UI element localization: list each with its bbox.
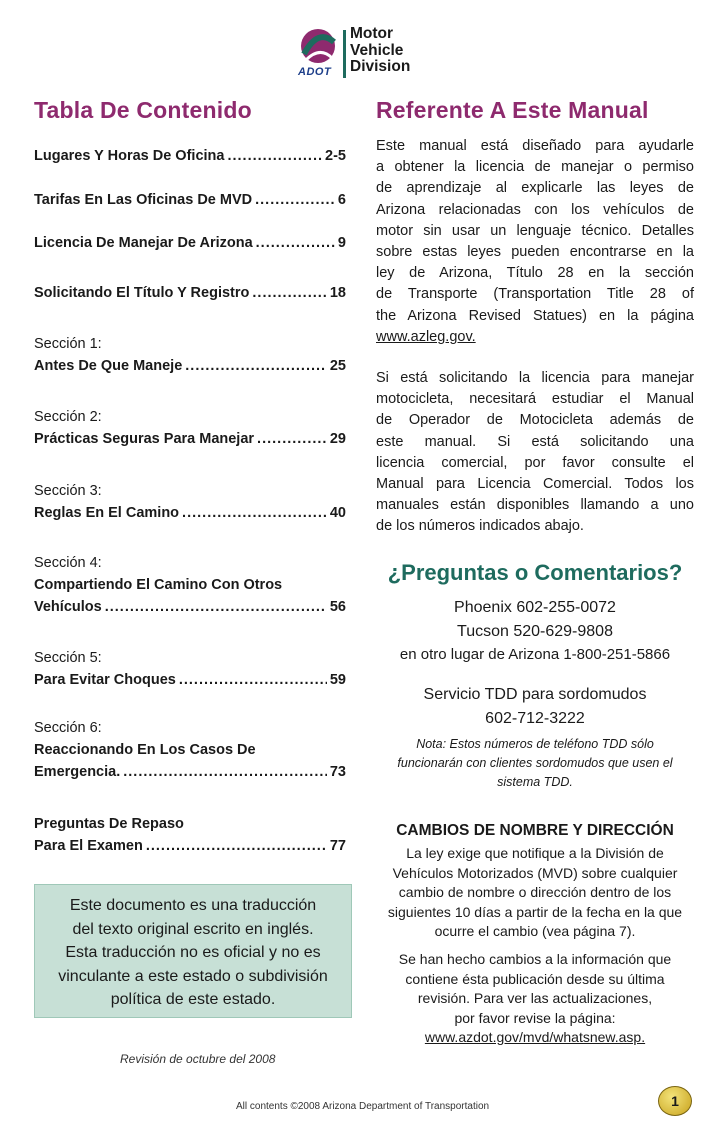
- logo-adot-text: ADOT: [298, 66, 332, 78]
- toc-section-number: Sección 6:: [34, 720, 102, 736]
- toc-section-number: Sección 3:: [34, 483, 102, 499]
- toc-item-label: Lugares Y Horas De Oficina: [34, 148, 225, 164]
- paragraph-line: Este manual está diseñado para ayudarle: [376, 138, 694, 154]
- toc-section-2[interactable]: [34, 409, 346, 453]
- phone-tucson: Tucson 520-629-9808: [457, 623, 613, 640]
- changes-title: CAMBIOS DE NOMBRE Y DIRECCIÓN: [396, 822, 674, 839]
- toc-section-label: Vehículos: [34, 599, 102, 615]
- phone-phoenix: Phoenix 602-255-0072: [454, 599, 616, 616]
- toc-section-page: 25: [329, 358, 346, 374]
- paragraph-line: a obtener la licencia de manejar o permiso: [376, 159, 694, 176]
- paragraph-line: de aprendizaje al explicarle las leyes de: [376, 180, 694, 197]
- changes-line: Vehículos Motorizados (MVD) sobre cualquier: [392, 864, 678, 881]
- toc-section-number: Sección 4:: [34, 555, 102, 571]
- toc-item-label: Licencia De Manejar De Arizona: [34, 235, 253, 251]
- updates-line: contiene ésta publicación desde su última: [405, 970, 665, 987]
- questions-title: ¿Preguntas o Comentarios?: [387, 560, 683, 585]
- updates-line: revisión. Para ver las actualizaciones,: [417, 990, 653, 1006]
- paragraph-line: ley de Arizona, Título 28 en la sección: [376, 265, 694, 282]
- toc-title: Tabla De Contenido: [34, 97, 252, 123]
- toc-item-4[interactable]: [34, 285, 346, 307]
- toc-item-3[interactable]: [34, 235, 346, 257]
- translation-note: [34, 884, 352, 1018]
- toc-section-page: 59: [329, 672, 346, 688]
- toc-review-label: Para El Examen: [34, 838, 143, 854]
- paragraph-line: the Arizona Revised Statues) en la página: [376, 307, 694, 324]
- toc-section-label: Emergencia.: [34, 764, 121, 780]
- paragraph-line: este manual. Si está solicitando una: [376, 433, 694, 450]
- changes-line: siguientes 10 días a partir de la fecha en la que: [387, 903, 683, 920]
- logo-divider: [343, 30, 346, 78]
- toc-section-page: 73: [329, 764, 346, 780]
- toc-section-label: Reglas En El Camino: [34, 505, 180, 521]
- changes-line: ocurre el cambio (vea página 7).: [434, 923, 636, 939]
- tdd-number: 602-712-3222: [485, 710, 585, 727]
- toc-section-number: Sección 2:: [34, 409, 102, 425]
- toc-section-number: Sección 5:: [34, 650, 102, 666]
- toc-section-label: Antes De Que Maneje: [34, 358, 183, 374]
- contact-phones: [376, 596, 694, 666]
- logo-line-vehicle: Vehicle: [350, 41, 404, 59]
- tdd-note-line: Nota: Estos números de teléfono TDD sólo: [416, 737, 654, 751]
- tdd-service: [376, 683, 694, 731]
- paragraph-line: Manual para Licencia Comercial. Todos los: [376, 476, 694, 493]
- page-number-badge: 1: [658, 1086, 692, 1116]
- translation-note-line: del texto original escrito en inglés.: [72, 920, 314, 938]
- revision-date: Revisión de octubre del 2008: [120, 1052, 276, 1066]
- toc-section-label: Para Evitar Choques: [34, 672, 176, 688]
- manual-paragraph-1: [376, 136, 694, 348]
- toc-item-label: Tarifas En Las Oficinas De MVD: [34, 192, 253, 208]
- translation-note-line: Este documento es una traducción: [69, 897, 317, 914]
- copyright: All contents ©2008 Arizona Department of Transportation: [236, 1101, 490, 1112]
- toc-item-2[interactable]: [34, 192, 346, 214]
- toc-section-4[interactable]: [34, 555, 346, 621]
- azleg-link[interactable]: www.azleg.gov.: [376, 328, 476, 345]
- manual-title: Referente A Este Manual: [376, 97, 649, 123]
- toc-section-page: 40: [329, 505, 346, 521]
- toc-section-page: 56: [329, 599, 346, 615]
- logo-line-motor: Motor: [350, 25, 394, 42]
- toc-review-line1: Preguntas De Repaso: [34, 816, 184, 832]
- paragraph-line: licencia comercial, por favor consulte el: [376, 454, 694, 471]
- logo-line-division: Division: [350, 58, 411, 75]
- tdd-note-line: sistema TDD.: [497, 775, 573, 789]
- paragraph-line: de los números indicados abajo.: [376, 518, 584, 535]
- paragraph-line: Arizona relacionadas con los vehículos de: [376, 201, 694, 218]
- tdd-note: [376, 735, 694, 792]
- toc-item-page: 9: [337, 235, 346, 251]
- toc-review-page: 77: [329, 838, 346, 854]
- toc-review[interactable]: [34, 816, 346, 860]
- toc-section-1[interactable]: [34, 336, 346, 380]
- manual-paragraph-2: [376, 368, 694, 538]
- toc-item-1[interactable]: [34, 148, 346, 170]
- translation-note-line: política de este estado.: [110, 991, 276, 1008]
- updates-line: Se han hecho cambios a la información que: [398, 951, 672, 967]
- tdd-label: Servicio TDD para sordomudos: [423, 686, 647, 703]
- paragraph-line: sobre estas leyes pueden encontrarse en la: [376, 244, 694, 261]
- updates-line: por favor revise la página:: [454, 1009, 616, 1026]
- whatsnew-link[interactable]: www.azdot.gov/mvd/whatsnew.asp.: [424, 1029, 646, 1045]
- paragraph-line: de Transporte (Transportation Title 28 of: [376, 286, 694, 303]
- toc-section-5[interactable]: [34, 650, 346, 694]
- translation-note-line: vinculante a este estado o subdivisión: [58, 967, 328, 985]
- toc-section-3[interactable]: [34, 483, 346, 527]
- tdd-note-line: funcionarán con clientes sordomudos que usen el: [397, 756, 673, 770]
- toc-section-6[interactable]: [34, 720, 346, 786]
- toc-section-number: Sección 1:: [34, 336, 102, 352]
- changes-line: cambio de nombre o dirección dentro de los: [398, 884, 672, 900]
- toc-item-label: Solicitando El Título Y Registro: [34, 285, 250, 301]
- toc-item-page: 2-5: [325, 148, 346, 164]
- logo-wordmark: [350, 26, 410, 76]
- paragraph-line: motor sin usar un lenguaje técnico. Detalles: [376, 222, 694, 239]
- toc-section-label: Prácticas Seguras Para Manejar: [34, 431, 255, 447]
- toc-section-page: 29: [329, 431, 346, 447]
- mvd-logo: [296, 24, 436, 82]
- changes-body: [376, 844, 694, 942]
- translation-note-line: Esta traducción no es oficial y no es: [65, 944, 321, 961]
- phone-statewide: en otro lugar de Arizona 1-800-251-5866: [399, 646, 671, 663]
- paragraph-line: Si está solicitando la licencia para manejar: [376, 370, 694, 386]
- updates-body: [376, 950, 694, 1048]
- paragraph-line: motocicleta, necesitará estudiar el Manual: [376, 391, 694, 408]
- paragraph-line: de Operador de Motocicleta además de: [376, 412, 694, 429]
- toc-section-label-line1: Reaccionando En Los Casos De: [34, 742, 256, 758]
- paragraph-line: manuales están disponibles llamando a uno: [376, 497, 694, 514]
- changes-line: La ley exige que notifique a la División de: [406, 845, 664, 861]
- toc-item-page: 6: [337, 192, 346, 208]
- toc-item-page: 18: [329, 285, 346, 301]
- toc-section-label-line1: Compartiendo El Camino Con Otros: [34, 577, 283, 593]
